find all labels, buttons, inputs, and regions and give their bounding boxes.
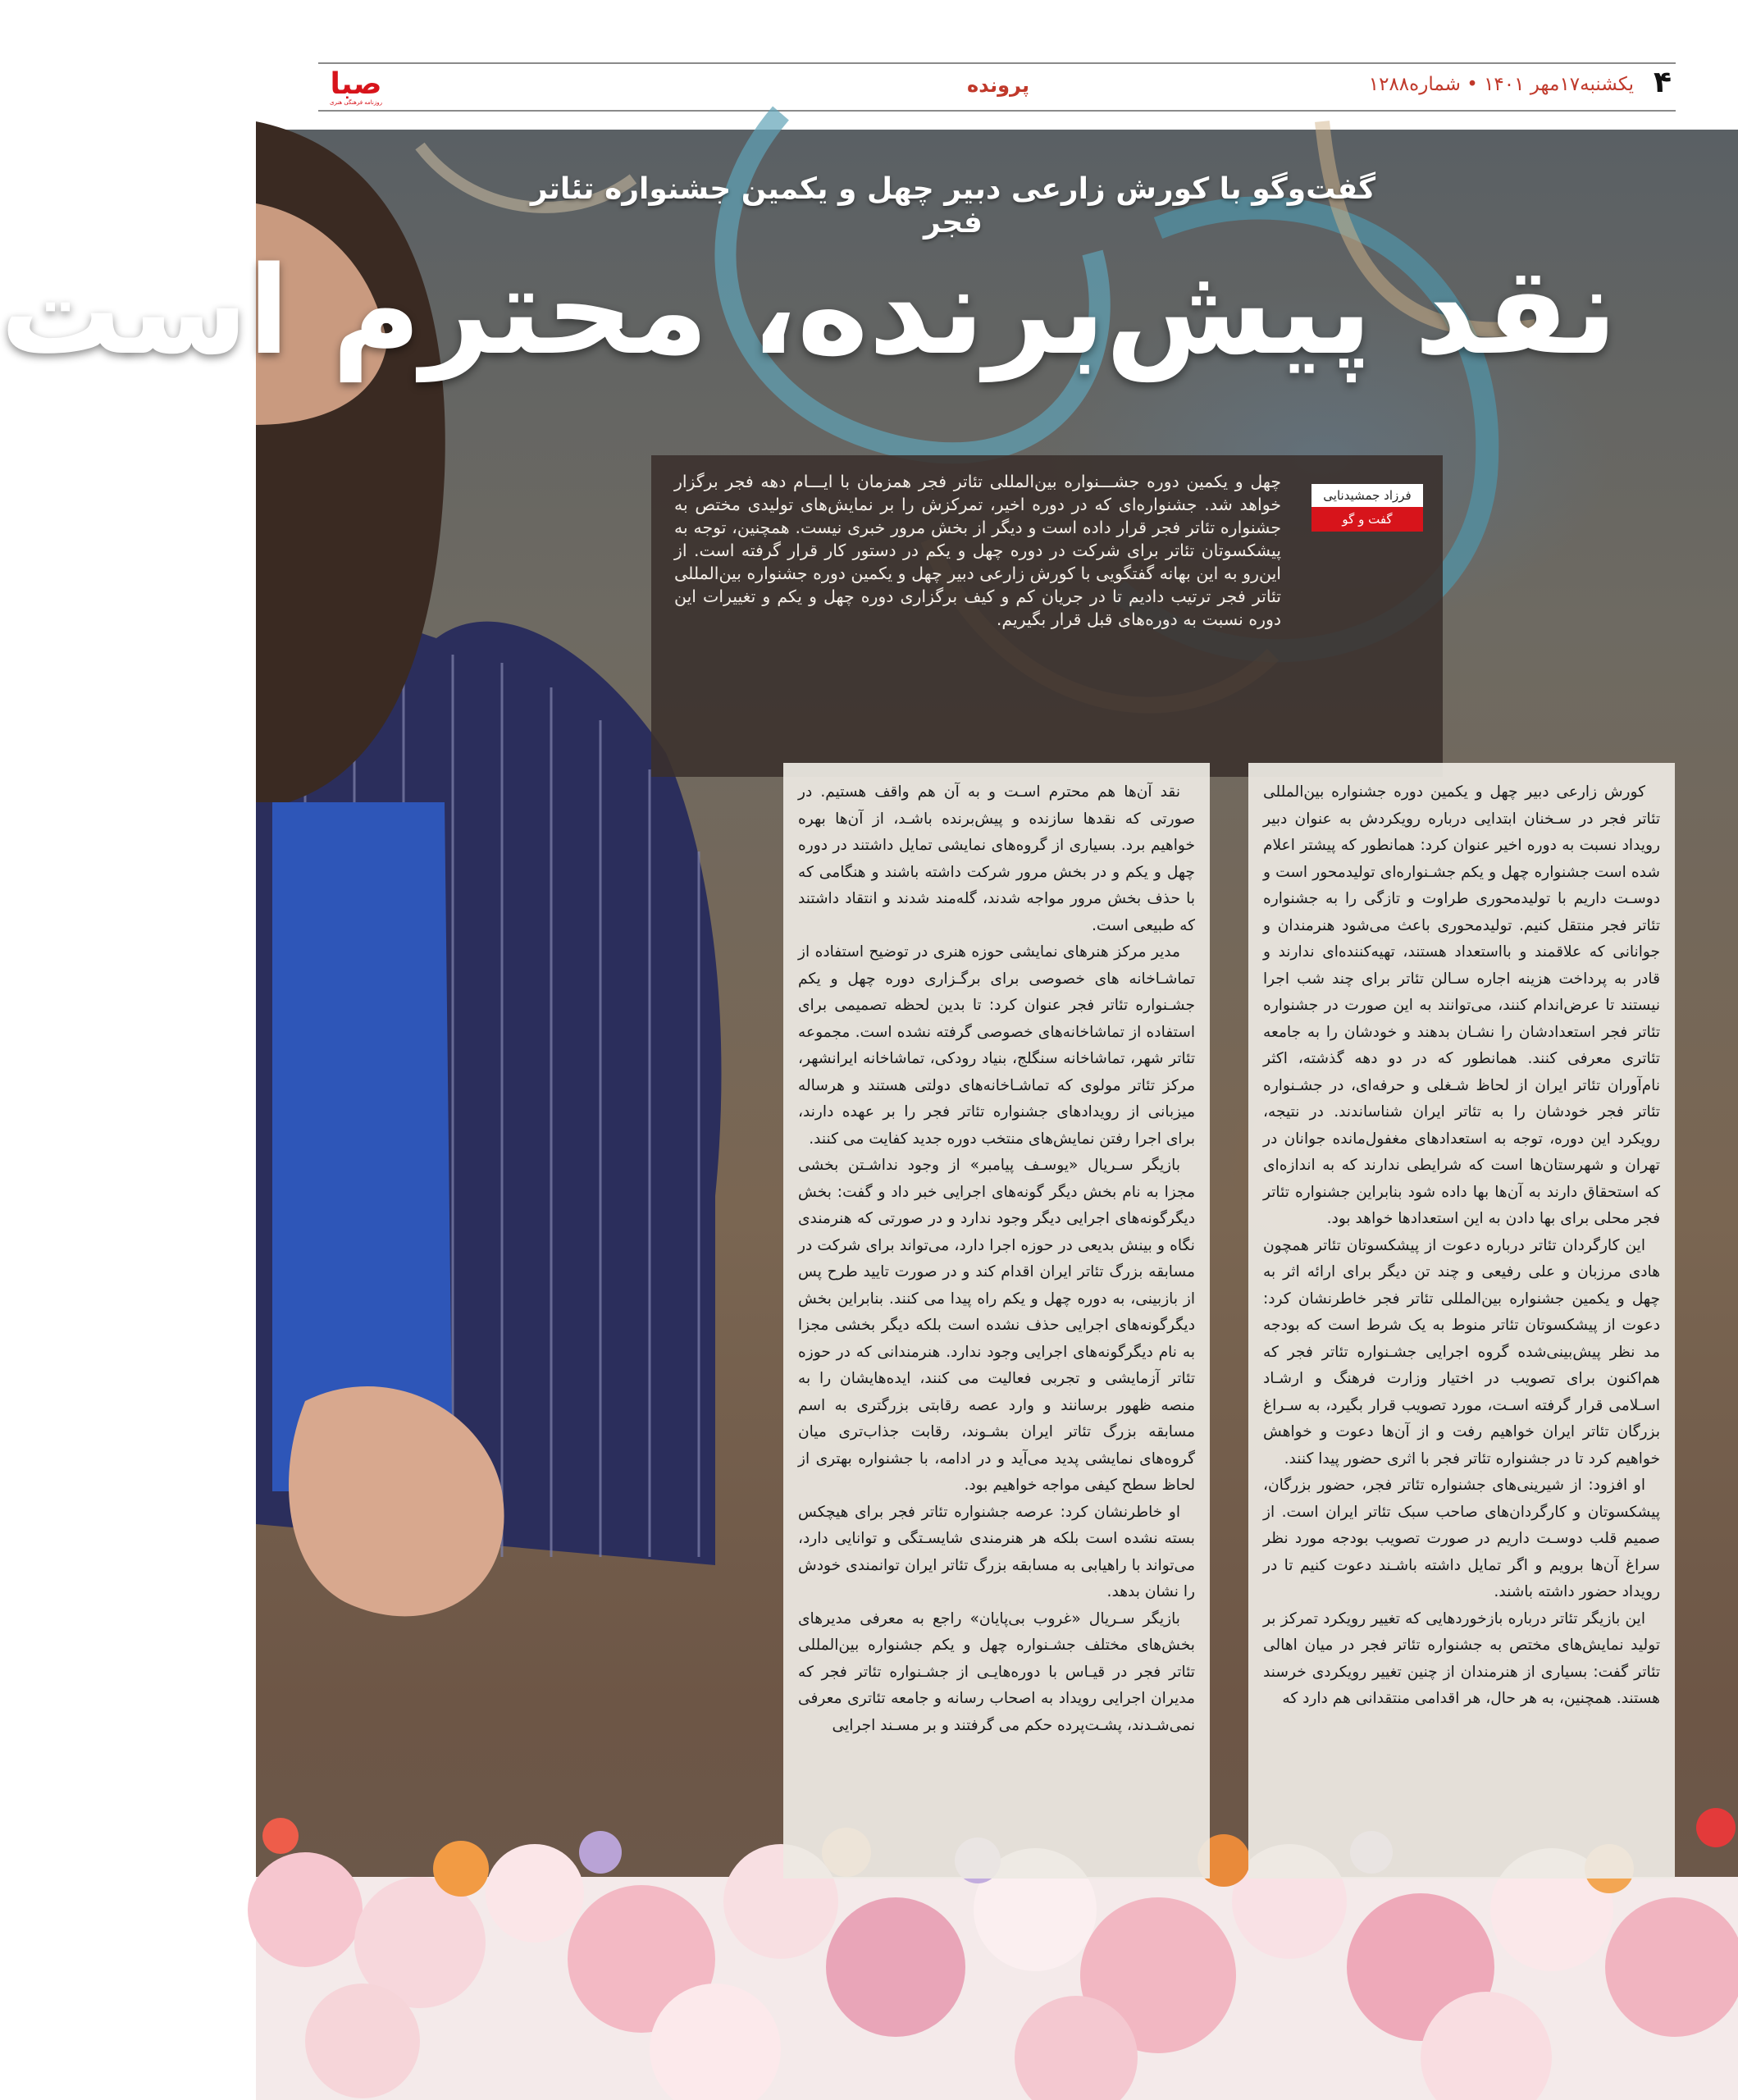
paragraph: بازیگر سـریال «غروب بی‌پایان» راجع به معرفی مدیرهای بخش‌های مختلف جشـنواره چهل و یکم جشنواره بین‌المللی تئاتر فجر در قیـاس با دوره‌هایـی از جشـنواره تئاتر فجر که مدیران اجرایی رویداد به اصحاب رسانه و جامعه تئاتری معرفی نمی‌شـدند، پشـت‌پرده حکم می گرفتند و بر مسـند اجرایی	[798, 1609, 1195, 1734]
article-column-right	[1248, 763, 1675, 1879]
byline-tag	[1311, 484, 1423, 532]
paragraph: مدیر مرکز هنرهای نمایشی حوزه هنری در توضیح استفاده از تماشـاخانه های خصوصی برای برگـزاری دوره چهل و یکم جشـنواره تئاتر فجر عنوان کرد: تا بدین لحظه تصمیمی برای استفاده از تماشاخانه‌های خصوصی گرفته نشده است. مجموعه تئاتر شهر، تماشاخانه سنگلج، بنیاد رودکی، تماشاخانه ایرانشهر، مرکز تئاتر مولوی که تماشـاخانه‌های دولتی هستند و هرساله میزبانی از رویدادهای جشنواره تئاتر فجر را بر عهده دارند، برای اجرا رفتن نمایش‌های منتخب دوره جدید کفایت می کنند.	[798, 943, 1195, 1148]
section-label: پرونده	[967, 74, 1029, 97]
logo-text: صبا	[330, 67, 382, 101]
article-headline: نقد پیش‌برنده، محترم است	[0, 240, 1617, 381]
header-bottom-rule	[318, 110, 1676, 112]
issue-date: یکشنبه۱۷مهر ۱۴۰۱ • شماره۱۲۸۸	[1368, 74, 1634, 95]
intro-paragraph: چهل و یکمین دوره جشـــنواره بین‌المللی تئاتر فجر همزمان با ایـــام دهه فجر برگزار خواهد شد. جشنواره‌ای که در دوره اخیر، تمرکزش را بر نمایش‌های تولیدی مختص به جشنواره تئاتر فجر قرار داده است و دیگر از بخش مرور خبری نیست. همچنین، توجه به پیشکسوتان تئاتر برای شرکت در دوره چهل و یکم در دستور کار قرار گرفته است. از این‌رو به این بهانه گفتگویی با کورش زارعی دبیر چهل و یکمین دوره جشنواره بین‌المللی تئاتر فجر ترتیب دادیم تا در جریان کم و کیف برگزاری دوره چهل و یکم و تغییرات این دوره نسبت به دوره‌های قبل قرار بگیریم.	[674, 472, 1281, 629]
hero-photo	[0, 130, 1738, 2100]
article-kicker: گفت‌وگو با کورش زارعی دبیر چهل و یکمین جشنواره تئاتر فجر	[530, 172, 1376, 240]
byline-section: گفت و گو	[1311, 507, 1423, 532]
paragraph: این بازیگر تئاتر درباره بازخوردهایی که تغییر رویکرد تمرکز بر تولید نمایش‌های مختص به جشنواره تئاتر فجر در میان اهالی تئاتر گفت: بسیاری از هنرمندان از چنین تغییر رویکردی خرسند هستند. همچنین، به هر حال، هر اقدامی منتقدانی هم دارد که	[1263, 1609, 1660, 1707]
paragraph: نقد آن‌ها هم محترم اسـت و به آن هم واقف هستیم. در صورتی که نقدها سازنده و پیش‌برنده باشـد، از آن‌ها بهره خواهیم برد. بسیاری از گروه‌های نمایشی تمایل داشتند در دوره چهل و یکم و در بخش مرور شرکت داشته باشند و هنگامی که با حذف بخش مرور مواجه شدند، گله‌مند شدند و انتقاد داشتند که طبیعی است.	[798, 783, 1195, 934]
page-number: ۴	[1654, 66, 1672, 99]
article-column-left	[783, 763, 1210, 1879]
paragraph: بازیگر سـریال «یوسـف پیامبر» از وجود نداشـتن بخشی مجزا به نام بخش دیگر گونه‌های اجرایی خبر داد و گفت: بخش دیگرگونه‌های اجرایی دیگر وجود ندارد و در صورتی که هنرمندی نگاه و بینش بدیعی در حوزه اجرا دارد، می‌تواند برای شرکت در مسابقه بزرگ تئاتر ایران اقدام کند و در صورت تایید طرح پس از بازبینی، به دوره چهل و یکم راه پیدا می کنند. بنابراین بخش دیگرگونه‌های اجرایی حذف نشده است بلکه دیگر بخشی مجزا به نام دیگرگونه‌های اجرایی وجود ندارد. هنرمندانی که در حوزه تئاتر آزمایشی و تجربی فعالیت می کنند، ایده‌هایشان را به منصه ظهور برسانند و وارد عصه رقابتی بزرگتری به اسم مسابقه بزرگ تئاتر ایران بشـوند، رقابت جذاب‌تری میان گروه‌های نمایشی پدید می‌آید و در ادامه، با جشنواره بهتری از لحاظ سطح کیفی مواجه خواهیم بود.	[798, 1157, 1195, 1494]
intro-box	[651, 455, 1443, 777]
paragraph: او خاطرنشان کرد: عرصه جشنواره تئاتر فجر برای هیچکس بسته نشده است بلکه هر هنرمندی شایسـتگی و توانایی دارد، می‌تواند با راهیابی به مسابقه بزرگ تئاتر ایران توانمندی خودش را نشان بدهد.	[798, 1503, 1195, 1600]
byline-name: فرزاد جمشیدنایی	[1311, 484, 1423, 507]
page-header	[256, 0, 1738, 130]
paragraph: کورش زارعی دبیر چهل و یکمین دوره جشنواره بین‌المللی تئاتر فجر در سـخنان ابتدایی درباره رویکردش به عنوان دبیر رویداد نسبت به دوره اخیر عنوان کرد: همانطور که پیشتر اعلام شده است جشنواره چهل و یکم جشـنواره‌ای تولیدمحور است و دوسـت داریم با تولیدمحوری طراوت و تازگی را به جشنواره تئاتر فجر منتقل کنیم. تولیدمحوری باعث می‌شود هنرمندان و جوانانی که علاقمند و بااستعداد هستند، تهیه‌کننده‌ای ندارند و قادر به پرداخت هزینه اجاره سـالن تئاتر برای چند شب اجرا نیستند تا عرض‌اندام کنند، می‌توانند به این صورت در جشنواره تئاتر فجر استعدادشان را نشـان بدهند و خودشان را به جامعه تئاتری معرفی کنند. همانطور که در دو دهه گذشته، اکثر نام‌آوران تئاتر ایران از لحاظ شـغلی و حرفه‌ای، در جشـنواره تئاتر فجر خودشان را به تئاتر ایران شناساندند. در نتیجه، رویکرد این دوره، توجه به استعدادهای مغفول‌مانده جوانان در تهران و شهرستان‌ها است که شرایطی ندارند که به اندازه‌ای که استحقاق دارند به آن‌ها بها داده شود بنابراین جشنواره تئاتر فجر محلی برای بها دادن به این استعدادها خواهد بود.	[1263, 783, 1660, 1227]
logo-subtitle: روزنامه فرهنگی هنری	[329, 99, 383, 106]
paragraph: این کارگردان تئاتر درباره دعوت از پیشکسوتان تئاتر همچون هادی مرزبان و علی رفیعی و چند تن دیگر برای ارائه اثر به چهل و یکمین جشنواره بین‌المللی تئاتر فجر خاطرنشان کرد: دعوت از پیشکسوتان تئاتر منوط به یک شرط است که بودجه مد نظر پیش‌بینی‌شده گروه اجرایی جشـنواره تئاتر فجر که هم‌اکنون برای تصویب در اختیار وزارت فرهنگ و ارشـاد اسـلامی قرار گرفته اسـت، مورد تصویب قرار بگیرد، به سـراغ بزرگان تئاتر ایران خواهیم رفت و از آن‌ها دعوت و خواهش خواهیم کرد تا در جشنواره تئاتر فجر با اثری حضور پیدا کنند.	[1263, 1236, 1660, 1468]
saba-logo	[317, 66, 395, 107]
paragraph: او افزود: از شیرینی‌های جشنواره تئاتر فجر، حضور بزرگان، پیشکسوتان و کارگردان‌های صاحب سبک تئاتر ایران است. از صمیم قلب دوسـت داریم در صورت تصویب بودجه مورد نظر سراغ آن‌ها برویم و اگر تمایل داشته باشـند دعوت کنیم تا در رویداد حضور داشته باشند.	[1263, 1477, 1660, 1600]
header-top-rule	[318, 62, 1676, 64]
